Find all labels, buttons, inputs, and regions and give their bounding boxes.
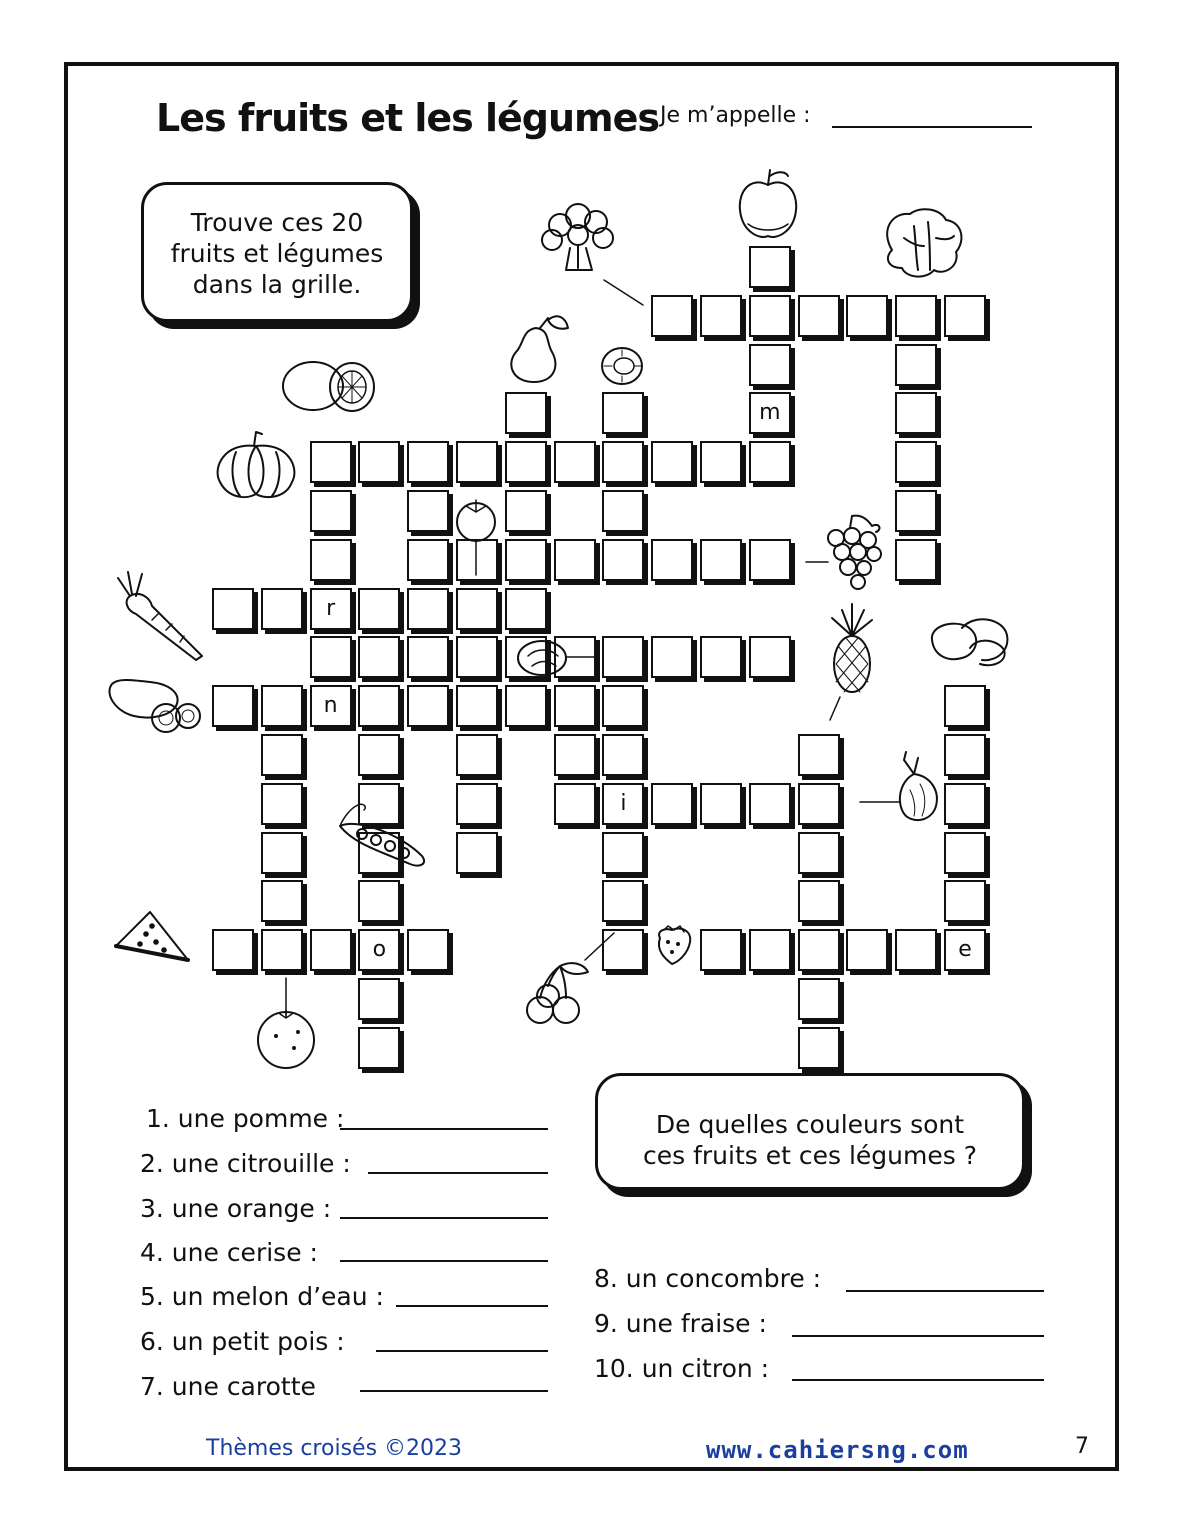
grid-cell-given-letter[interactable]: e xyxy=(944,929,986,971)
watermelon-icon xyxy=(116,912,188,960)
answer-line-7[interactable] xyxy=(360,1390,548,1392)
name-label: Je m’appelle : xyxy=(660,103,811,128)
clue-2: 2. une citrouille : xyxy=(140,1149,351,1178)
orange-icon xyxy=(258,1010,314,1068)
grid-cell-given-letter[interactable]: m xyxy=(749,392,791,434)
answer-line-5[interactable] xyxy=(396,1305,548,1307)
answer-line-4[interactable] xyxy=(340,1260,548,1262)
footer-copyright: Thèmes croisés ©2023 xyxy=(206,1436,463,1461)
grid-cell-given-letter[interactable]: i xyxy=(602,783,644,825)
clue-10: 10. un citron : xyxy=(594,1354,770,1383)
instructions-line-2: fruits et légumes xyxy=(170,239,384,268)
apple-icon xyxy=(740,170,796,237)
clue-8: 8. un concombre : xyxy=(594,1264,822,1293)
lettuce-icon xyxy=(887,209,961,276)
clue-3: 3. une orange : xyxy=(140,1194,332,1223)
cabbage-icon xyxy=(518,641,566,675)
grid-cell-given-letter[interactable]: n xyxy=(310,685,352,727)
question-line-2: ces fruits et ces légumes ? xyxy=(643,1141,977,1170)
peas-icon xyxy=(340,804,424,865)
strawberry-icon xyxy=(659,926,690,964)
grid-cell-given-letter[interactable]: o xyxy=(358,929,400,971)
clue-7: 7. une carotte xyxy=(140,1372,316,1401)
cucumber-icon xyxy=(109,680,200,732)
clue-5: 5. un melon d’eau : xyxy=(140,1282,384,1311)
page-title: Les fruits et les légumes xyxy=(156,96,660,140)
page-number: 7 xyxy=(1075,1434,1089,1459)
answer-line-2[interactable] xyxy=(368,1172,548,1174)
pumpkin-icon xyxy=(218,432,295,497)
pineapple-icon xyxy=(832,604,872,692)
answer-line-1[interactable] xyxy=(340,1128,548,1130)
cherry-icon xyxy=(527,963,588,1023)
clue-1: 1. une pomme : xyxy=(146,1104,345,1133)
pear-icon xyxy=(511,316,568,382)
answer-line-8[interactable] xyxy=(846,1290,1044,1292)
answer-line-10[interactable] xyxy=(792,1379,1044,1381)
broccoli-icon xyxy=(542,204,613,270)
answer-line-9[interactable] xyxy=(792,1335,1044,1337)
instructions-line-3: dans la grille. xyxy=(192,270,362,299)
connector-lines xyxy=(286,280,900,1015)
answer-line-6[interactable] xyxy=(376,1350,548,1352)
onion-icon xyxy=(900,752,937,820)
clue-6: 6. un petit pois : xyxy=(140,1327,345,1356)
potato-icon xyxy=(932,619,1008,665)
grid-cell-given-letter[interactable]: r xyxy=(310,588,352,630)
tomato-icon xyxy=(457,500,495,541)
lemon-icon xyxy=(283,362,374,411)
footer-website-link[interactable]: www.cahiersng.com xyxy=(706,1436,969,1464)
clue-4: 4. une cerise : xyxy=(140,1238,318,1267)
question-line-1: De quelles couleurs sont xyxy=(655,1110,965,1139)
grapes-icon xyxy=(828,516,881,589)
kiwi-icon xyxy=(602,348,642,384)
carrot-icon xyxy=(118,572,202,660)
instructions-line-1: Trouve ces 20 xyxy=(190,208,364,237)
clue-9: 9. une fraise : xyxy=(594,1309,767,1338)
answer-line-3[interactable] xyxy=(340,1217,548,1219)
